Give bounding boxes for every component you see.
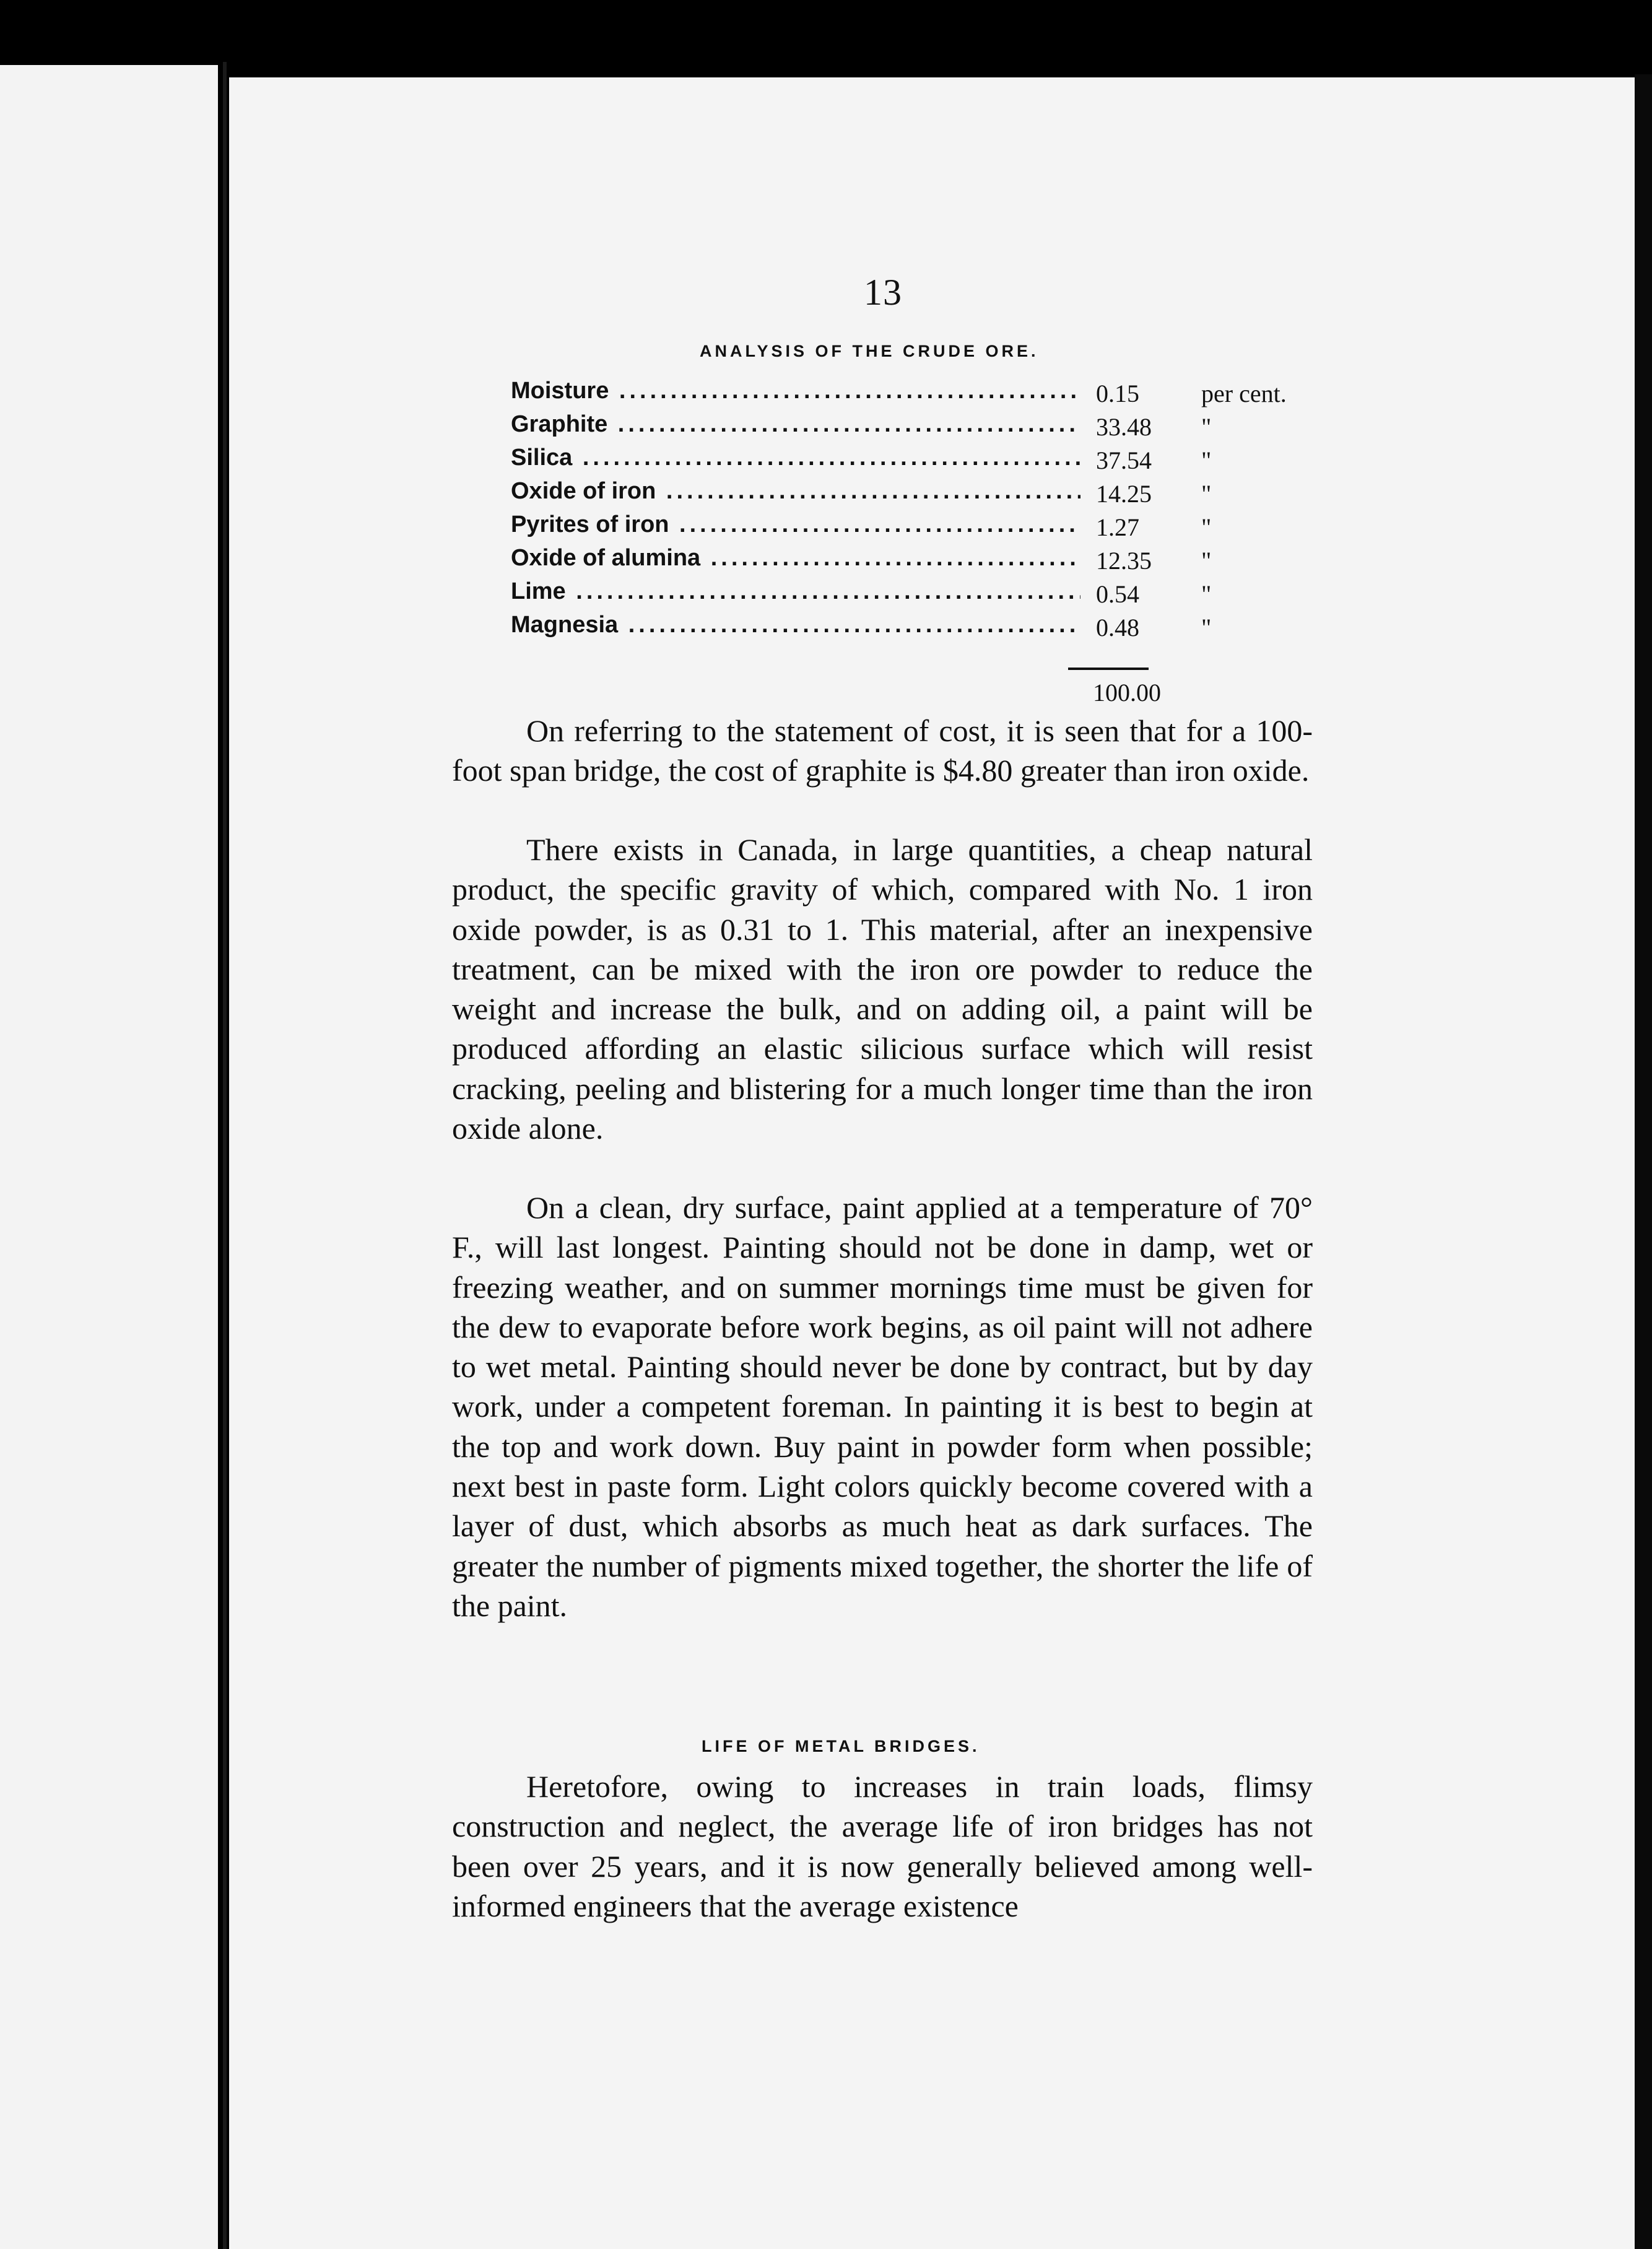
row-label: Graphite ..... <box>511 411 1080 438</box>
row-value: 0.15 <box>1096 380 1139 407</box>
paragraph-canada-product: There exists in Canada, in large quantities, a cheap natural product, the specific gravity of which, compared with No. 1 iron oxide powder, is as 0.31 to 1. This material, after an inexpensive treatment, can be mixed with the iron ore powder to reduce the weight and increase the bulk, and on adding oil, a paint will be produced affording an elastic silicious surface which will resist cracking, peeling and blistering for a much longer time than the iron oxide alone. <box>452 832 1313 1146</box>
table-row <box>511 545 1291 578</box>
table-row <box>511 511 1291 545</box>
analysis-table <box>511 378 1291 645</box>
row-value: 33.48 <box>1096 413 1152 441</box>
row-value: 37.54 <box>1096 446 1152 474</box>
row-unit: " <box>1201 513 1212 541</box>
book-gutter <box>223 62 227 2249</box>
table-row <box>511 445 1291 478</box>
paragraph-cost: On referring to the statement of cost, it is seen that for a 100-foot span bridge, the cost of graphite is $4.80 greater than iron oxide. <box>452 713 1313 788</box>
row-value: 0.48 <box>1096 614 1139 642</box>
total-rule <box>1068 668 1149 670</box>
row-label: Silica ..... <box>511 445 1080 471</box>
analysis-total: 100.00 <box>1093 679 1161 707</box>
table-row <box>511 411 1291 445</box>
section-heading: LIFE OF METAL BRIDGES. <box>702 1737 980 1755</box>
row-unit: " <box>1201 480 1212 508</box>
table-row <box>511 578 1291 612</box>
row-unit: " <box>1201 446 1212 474</box>
page-shadow <box>1635 74 1652 2249</box>
row-unit: " <box>1201 614 1212 642</box>
facing-page-edge <box>0 65 218 2249</box>
page-number: 13 <box>864 272 902 313</box>
row-label: Oxide of alumina ..... <box>511 545 1080 572</box>
row-label: Moisture ..... <box>511 378 1080 404</box>
paragraph-bridge-life: Heretofore, owing to increases in train loads, flimsy construction and neglect, the average life of iron bridges has not been over 25 years, and it is now generally believed among well-informed engineers that the average existence <box>452 1769 1313 1923</box>
row-value: 14.25 <box>1096 480 1152 508</box>
row-value: 12.35 <box>1096 547 1152 575</box>
row-unit: per cent. <box>1201 380 1287 407</box>
table-row <box>511 378 1291 411</box>
row-value: 1.27 <box>1096 513 1139 541</box>
table-row <box>511 478 1291 511</box>
row-label: Oxide of iron ..... <box>511 478 1080 505</box>
row-label: Lime ..... <box>511 578 1080 605</box>
table-row <box>511 612 1291 645</box>
row-label: Pyrites of iron ..... <box>511 511 1080 538</box>
analysis-heading: ANALYSIS OF THE CRUDE ORE. <box>700 342 1039 360</box>
row-label: Magnesia ..... <box>511 612 1080 638</box>
row-unit: " <box>1201 547 1212 575</box>
paragraph-painting: On a clean, dry surface, paint applied at a temperature of 70° F., will last longest. Painting should not be done in damp, wet or freezing weather, and on summer mornings time must be given for the dew to evaporate before work begins, as oil paint will not adhere to wet metal. Painting should never be done by contract, but by day work, under a competent foreman. In painting it is best to begin at the top and work down. Buy paint in powder form when possible; next best in paste form. Light colors quickly become covered with a layer of dust, which absorbs as much heat as dark surfaces. The greater the number of pigments mixed together, the shorter the life of the paint. <box>452 1190 1313 1623</box>
row-value: 0.54 <box>1096 580 1139 608</box>
row-unit: " <box>1201 580 1212 608</box>
row-unit: " <box>1201 413 1212 441</box>
